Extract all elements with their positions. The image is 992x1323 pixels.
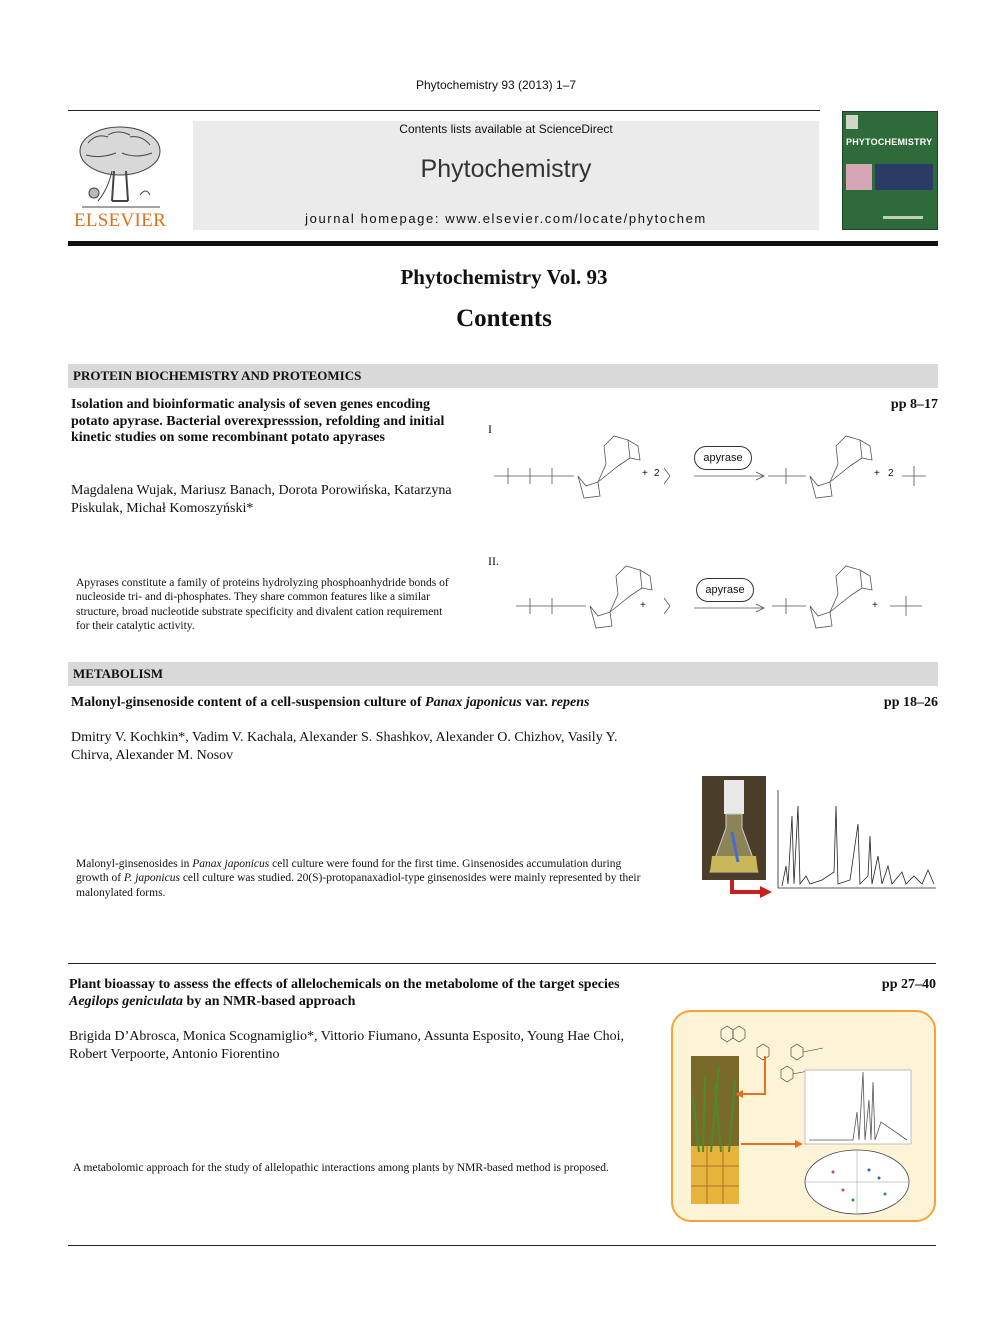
plus-sign: +	[642, 468, 648, 479]
article-abstract: A metabolomic approach for the study of allelopathic interactions among plants by NMR-based method is proposed.	[73, 1162, 609, 1174]
article-pages: pp 8–17	[890, 397, 938, 412]
title-species: Panax japonicus	[425, 695, 522, 710]
title-text: Plant bioassay to assess the effects of allelochemicals on the metabolome of the target species	[69, 977, 620, 992]
title-species: Aegilops geniculata	[69, 993, 183, 1009]
enzyme-box-2: apyrase	[696, 578, 754, 602]
volume-title: Phytochemistry Vol. 93	[400, 265, 608, 289]
article-pages: pp 18–26	[883, 695, 938, 710]
cover-logo-icon	[846, 115, 858, 129]
article-abstract: Apyrases constitute a family of proteins hydrolyzing phosphoanhydride bonds of nucleoside tri- and di-phosphates. They share common features like a similar structure, broad nucleotide substrate specificity and divalent cation requirement for their catalytic activity.	[76, 577, 449, 633]
contents-available-text: Contents lists available at ScienceDirect	[399, 122, 613, 136]
scheme-label-1: I	[488, 422, 492, 436]
title-text: by an NMR-based approach	[182, 993, 356, 1009]
abstract-text: cell culture was studied. 20(S)-protopanaxadiol-type ginsenosides were mainly represented by their malonylated forms.	[76, 872, 641, 899]
graphical-abstract-apyrase	[486, 418, 938, 658]
coefficient: 2	[888, 468, 894, 479]
journal-cover-image	[842, 111, 938, 230]
abstract-text: cell culture were found for the first time. Ginsenosides accumulation during growth of	[76, 858, 622, 885]
cover-title: PHYTOCHEMISTRY	[846, 137, 933, 147]
abstract-text: Malonyl-ginsenosides in	[76, 858, 193, 870]
journal-name: Phytochemistry	[420, 155, 592, 183]
article-abstract	[76, 857, 641, 900]
scheme-label-2: II.	[488, 554, 499, 568]
graphical-abstract-nmr	[671, 1010, 936, 1222]
article-title[interactable]	[71, 695, 831, 712]
plus-sign: +	[640, 600, 646, 611]
title-text: Malonyl-ginsenoside content of a cell-suspension culture of	[71, 695, 426, 710]
cover-photo-icon	[846, 164, 872, 190]
plus-sign: +	[872, 600, 878, 611]
article-authors: Magdalena Wujak, Mariusz Banach, Dorota Porowińska, Katarzyna Piskulak, Michał Komoszyński*	[71, 483, 452, 516]
abstract-species: P. japonicus	[123, 872, 180, 885]
enzyme-box-1: apyrase	[694, 446, 752, 470]
header-bottom-rule	[68, 241, 938, 246]
chromatogram-drawing	[702, 776, 938, 904]
coefficient: 2	[654, 468, 660, 479]
section-header-metabolism	[68, 662, 938, 686]
journal-citation: Phytochemistry 93 (2013) 1–7	[415, 78, 577, 92]
title-text: var.	[521, 695, 552, 710]
journal-header-box	[193, 121, 819, 230]
article-authors: Brigida D’Abrosca, Monica Scognamiglio*, Vittorio Fiumano, Assunta Esposito, Young Hae Choi, Robert Verpoorte, Antonio Fiorentino	[69, 1029, 624, 1062]
cover-text-line	[883, 216, 923, 219]
nmr-diagram-drawing	[673, 1012, 938, 1224]
article-title[interactable]	[69, 977, 649, 1010]
contents-heading: Contents	[456, 305, 552, 332]
plus-sign: +	[874, 468, 880, 479]
article-separator-rule	[68, 963, 936, 964]
title-variety: repens	[551, 695, 590, 710]
article-authors: Dmitry V. Kochkin*, Vadim V. Kachala, Alexander S. Shashkov, Alexander O. Chizhov, Vasily Y. Chirva, Alexander M. Nosov	[71, 730, 618, 763]
graphical-abstract-ginsenoside	[702, 776, 938, 904]
cover-photo-icon	[875, 164, 933, 190]
elsevier-wordmark: ELSEVIER	[73, 210, 167, 231]
abstract-species: Panax japonicus	[192, 858, 270, 870]
section-label: METABOLISM	[73, 666, 164, 681]
header-top-rule	[68, 110, 820, 111]
article-title[interactable]: Isolation and bioinformatic analysis of seven genes encoding potato apyrase. Bacterial overexpresssion, refolding and initial kinetic studies on some recombinant potato apyrases	[71, 397, 445, 445]
page-bottom-rule	[68, 1245, 936, 1246]
article-pages: pp 27–40	[881, 977, 936, 992]
journal-homepage[interactable]: journal homepage: www.elsevier.com/locate/phytochem	[305, 211, 707, 226]
section-header-protein	[68, 364, 938, 388]
section-label: PROTEIN BIOCHEMISTRY AND PROTEOMICS	[73, 368, 362, 383]
